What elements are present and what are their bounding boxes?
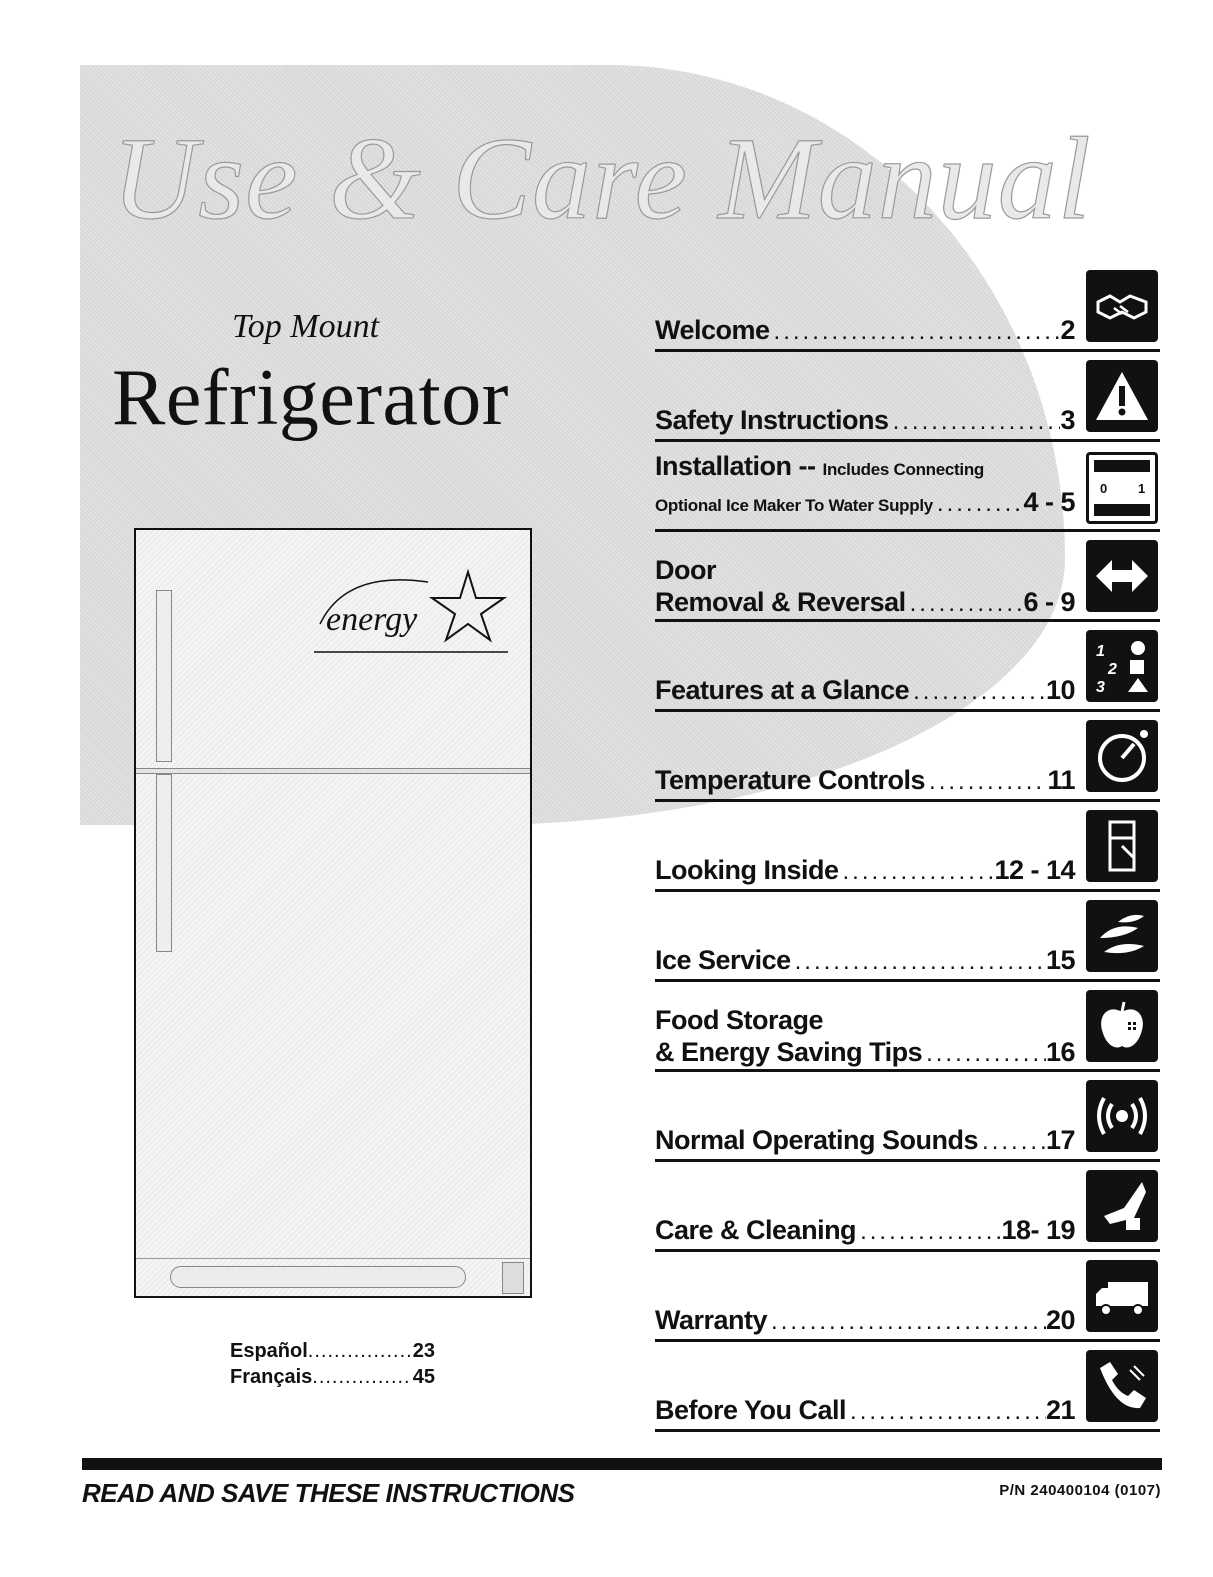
toc-page: 12 - 14 [994,855,1075,885]
toc-title: Welcome [655,315,770,345]
footer-instructions: READ AND SAVE THESE INSTRUCTIONS [82,1478,575,1508]
toc-title: Warranty [655,1305,768,1335]
toc-item-door-removal[interactable] [655,532,1160,622]
leader-dots [846,1396,1046,1428]
toc-page: 16 [1045,1037,1075,1067]
leader-dots [922,1038,1046,1070]
toc-item-safety-instructions[interactable] [655,352,1160,442]
footer-rule [82,1458,1162,1470]
double-arrow-icon [1086,540,1158,612]
language-label: Français [230,1366,313,1388]
leader-dots [925,766,1047,798]
toc-item-installation[interactable] [655,442,1160,532]
toc-item-food-storage[interactable] [655,982,1160,1072]
toc-item-welcome[interactable] [655,262,1160,352]
product-name: Refrigerator [112,354,509,442]
toc-title: Safety Instructions [655,405,889,435]
toc-item-looking-inside[interactable] [655,802,1160,892]
toc-title: Before You Call [655,1395,847,1425]
step-label: 1 [1096,643,1105,660]
energy-star-logo [306,560,512,660]
toc-title: Care & Cleaning [655,1215,857,1245]
toc-subtitle: Removal & Reversal [655,587,906,617]
toc-page: 18- 19 [1001,1215,1075,1245]
handshake-icon [1086,270,1158,342]
toc-page: 11 [1047,765,1075,795]
toc-page: 21 [1045,1395,1075,1425]
step-label: 3 [1096,679,1105,694]
leader-dots [308,1338,411,1364]
toc-title-detail: Includes Connecting [822,460,984,479]
toc-item-normal-operating-sounds[interactable] [655,1072,1160,1162]
energy-logo-text: energy [326,601,418,638]
leader-dots [978,1126,1046,1158]
toc-item-temperature-controls[interactable] [655,712,1160,802]
leader-dots [770,316,1061,348]
toc-item-ice-service[interactable] [655,892,1160,982]
leader-dots [791,946,1046,978]
language-row[interactable] [230,1338,435,1364]
ruler-end-label: 1 [1138,481,1146,496]
freezer-handle [156,590,172,762]
warning-icon [1086,360,1158,432]
toc-page: 17 [1045,1125,1075,1155]
fresh-food-handle [156,774,172,952]
toc-title: Temperature Controls [655,765,926,795]
part-number: P/N 240400104 (0107) [999,1482,1161,1499]
toc-subtitle: & Energy Saving Tips [655,1037,923,1067]
leader-dots [889,406,1061,438]
language-label: Español [230,1340,308,1362]
leader-dots [909,676,1046,708]
ruler-icon [1086,452,1158,524]
toc-page: 6 - 9 [1023,587,1075,617]
thermostat-dial-icon [1086,720,1158,792]
toc-page: 20 [1045,1305,1075,1335]
numbered-steps-icon [1086,630,1158,702]
leader-dots [312,1364,410,1390]
toe-grille [170,1266,466,1288]
toc-item-features-at-a-glance[interactable] [655,622,1160,712]
toc-page: 2 [1060,315,1075,345]
leader-dots [839,856,995,888]
toc-subtitle: Optional Ice Maker To Water Supply [655,496,933,515]
door-divider [136,768,530,774]
cleaning-hand-icon [1086,1170,1158,1242]
toc-title: Normal Operating Sounds [655,1125,979,1155]
apple-icon [1086,990,1158,1062]
toc-title: Food Storage [655,1005,823,1035]
leader-dots [767,1306,1046,1338]
language-row[interactable] [230,1364,435,1390]
toc-page: 4 - 5 [1023,487,1075,517]
toc-title: Features at a Glance [655,675,910,705]
toc-item-before-you-call[interactable] [655,1342,1160,1432]
sound-waves-icon [1086,1080,1158,1152]
toc-item-care-and-cleaning[interactable] [655,1162,1160,1252]
step-label: 2 [1108,661,1117,678]
product-subtitle: Top Mount [232,308,380,345]
telephone-icon [1086,1350,1158,1422]
language-page: 45 [412,1366,435,1388]
ice-cubes-icon [1086,900,1158,972]
language-index [230,1338,435,1390]
manual-title: Use & Care Manual [112,113,1092,244]
toc-title: Door [655,555,716,585]
toc-item-warranty[interactable] [655,1252,1160,1342]
toc-page: 10 [1045,675,1075,705]
toc-title: Installation -- [655,451,816,481]
toc-page: 3 [1060,405,1075,435]
base-corner [502,1262,524,1294]
base-line [136,1258,530,1259]
toc-title: Ice Service [655,945,791,975]
leader-dots [933,488,1024,520]
leader-dots [906,588,1024,620]
toc-title: Looking Inside [655,855,839,885]
leader-dots [856,1216,1001,1248]
language-page: 23 [412,1340,435,1362]
ruler-start-label: 0 [1100,481,1108,496]
toc-page: 15 [1045,945,1075,975]
fridge-interior-icon [1086,810,1158,882]
service-truck-icon [1086,1260,1158,1332]
